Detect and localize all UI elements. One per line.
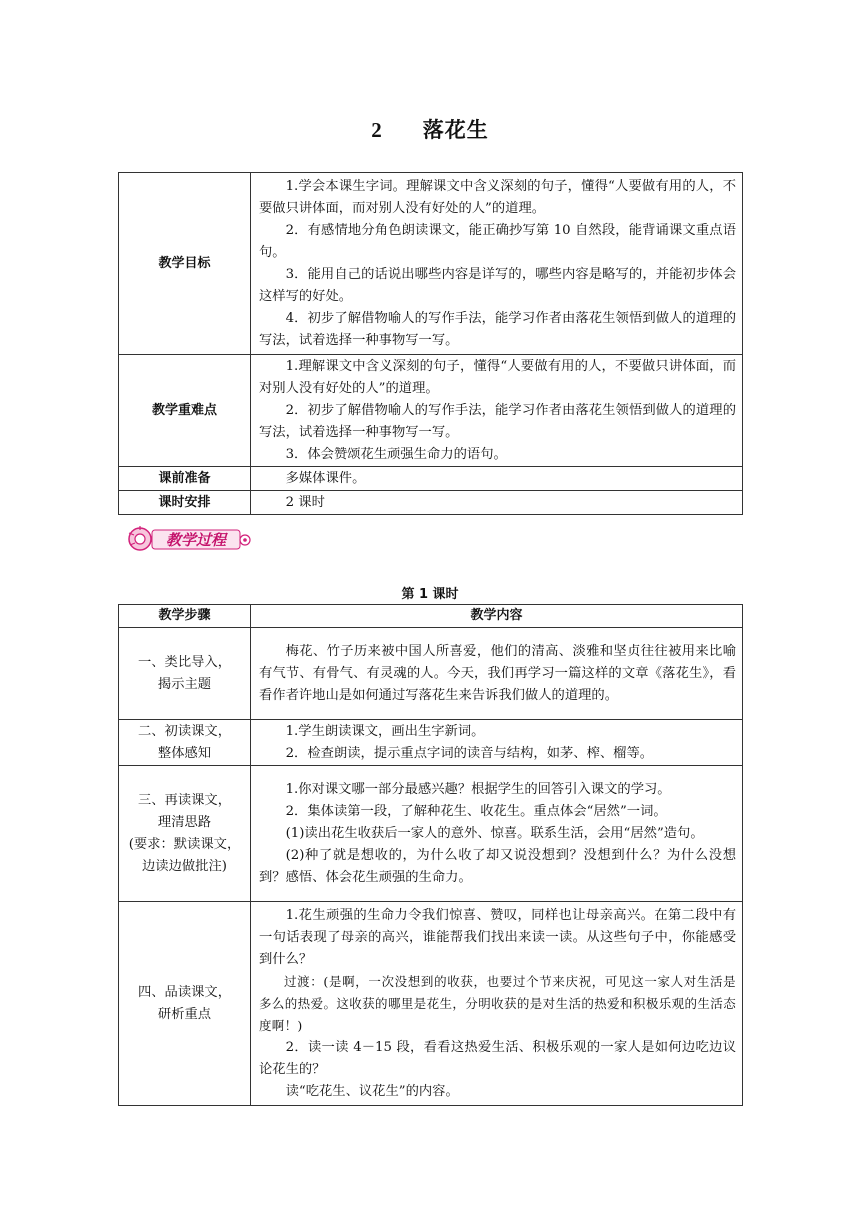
goal-item: 4．初步了解借物喻人的写作手法，能学习作者由落花生领悟到做人的道理的写法，试着选择一种事物写一写。 (259, 310, 736, 348)
lesson-title (0, 114, 860, 144)
goal-item: 1.学会本课生字词。理解课文中含义深刻的句子，懂得“人要做有用的人，不要做只讲体面，而对别人没有好处的人”的道理。 (259, 178, 736, 216)
content-paragraph: 2．读一读 4－15 段，看看这热爱生活、积极乐观的一家人是如何边吃边议论花生的？ (259, 1039, 736, 1077)
transition-paragraph: 过渡：(是啊，一次没想到的收获，也要过个节来庆祝，可见这一家人对生活是多么的热爱。这收获的哪里是花生，分明收获的是对生活的热爱和积极乐观的生活态度啊！) (259, 973, 736, 1033)
schedule-label: 课时安排 (119, 491, 251, 515)
content-header: 教学内容 (251, 605, 743, 628)
goal-item: 2．有感情地分角色朗读课文，能正确抄写第 10 自然段，能背诵课文重点语句。 (259, 222, 736, 260)
content-cell (251, 902, 743, 1106)
key-points-content (251, 355, 743, 467)
goal-item: 3．能用自己的话说出哪些内容是详写的，哪些内容是略写的，并能初步体会这样写的好处。 (259, 266, 736, 304)
goals-content (251, 173, 743, 355)
step-cell (119, 628, 251, 720)
step-cell (119, 902, 251, 1106)
key-points-label: 教学重难点 (119, 355, 251, 467)
process-row (119, 766, 743, 902)
key-point-item: 3．体会赞颂花生顽强生命力的语句。 (285, 446, 507, 462)
schedule-value: 2 课时 (285, 494, 325, 510)
content-paragraph: 1.学生朗读课文，画出生字新词。 (285, 723, 485, 739)
process-row (119, 902, 743, 1106)
teaching-info-table (118, 172, 743, 515)
content-paragraph: 梅花、竹子历来被中国人所喜爱，他们的清高、淡雅和坚贞往往被用来比喻有气节、有骨气、有灵魂的人。今天，我们再学习一篇这样的文章《落花生》，看看作者许地山是如何通过写落花生来告诉我们做人的道理的。 (259, 643, 736, 703)
content-paragraph: 1.花生顽强的生命力令我们惊喜、赞叹，同样也让母亲高兴。在第二段中有一句话表现了母亲的高兴，谁能帮我们找出来读一读。从这些句子中，你能感受到什么？ (259, 907, 736, 967)
step-header: 教学步骤 (119, 605, 251, 628)
teaching-process-table (118, 604, 743, 1106)
step-line: 二、初读课文， (137, 723, 232, 739)
goals-row (119, 173, 743, 355)
content-paragraph: (1)读出花生收获后一家人的意外、惊喜。联系生活，会用“居然”造句。 (285, 825, 704, 841)
prep-row (119, 467, 743, 491)
step-line: 揭示主题 (157, 676, 212, 692)
flower-icon (129, 526, 151, 550)
key-point-item: 2．初步了解借物喻人的写作手法，能学习作者由落花生领悟到做人的道理的写法，试着选择一种事物写一写。 (259, 402, 736, 440)
step-line: 四、品读课文， (137, 984, 232, 1000)
process-header-row (119, 605, 743, 628)
content-paragraph: 1.你对课文哪一部分最感兴趣？根据学生的回答引入课文的学习。 (285, 781, 671, 797)
step-line: 边读边做批注) (142, 858, 227, 874)
step-line: 一、类比导入， (137, 654, 232, 670)
process-row (119, 720, 743, 766)
lesson-period-title: 第 1 课时 (401, 587, 459, 602)
teaching-process-badge (124, 523, 254, 555)
key-points-row (119, 355, 743, 467)
goals-label: 教学目标 (119, 173, 251, 355)
step-line: 研析重点 (157, 1006, 212, 1022)
content-paragraph: 读“吃花生、议花生”的内容。 (285, 1083, 459, 1099)
prep-label: 课前准备 (119, 467, 251, 491)
lesson-name: 落花生 (422, 118, 489, 142)
content-paragraph: (2)种了就是想收的，为什么收了却又说没想到？没想到什么？为什么没想到？感悟、体会花生顽强的生命力。 (259, 847, 736, 885)
content-cell (251, 628, 743, 720)
step-line: 三、再读课文， (137, 792, 232, 808)
content-paragraph: 2．检查朗读，提示重点字词的读音与结构，如茅、榨、榴等。 (285, 745, 654, 761)
step-line: 整体感知 (157, 745, 212, 761)
lesson-number: 2 (371, 118, 383, 142)
target-icon (240, 535, 250, 545)
process-row (119, 628, 743, 720)
step-cell (119, 720, 251, 766)
content-cell (251, 720, 743, 766)
prep-value: 多媒体课件。 (285, 470, 366, 486)
step-line: (要求：默读课文， (128, 836, 241, 852)
content-cell (251, 766, 743, 902)
schedule-row (119, 491, 743, 515)
content-paragraph: 2．集体读第一段，了解种花生、收花生。重点体会“居然”一词。 (285, 803, 667, 819)
key-point-item: 1.理解课文中含义深刻的句子，懂得“人要做有用的人，不要做只讲体面，而对别人没有好处的人”的道理。 (259, 358, 736, 396)
step-cell (119, 766, 251, 902)
step-line: 理清思路 (157, 814, 212, 830)
badge-text: 教学过程 (165, 531, 227, 549)
